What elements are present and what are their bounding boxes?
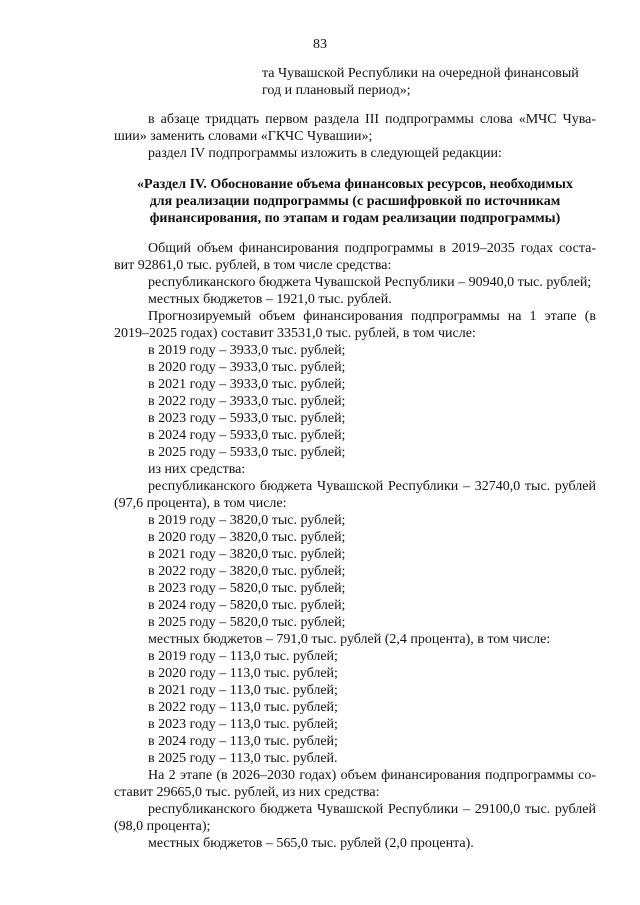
amendment-line: шии» заменить словами «ГКЧС Чувашии»; (114, 129, 373, 144)
body-line: республиканского бюджета Чувашской Республики – 32740,0 тыс. рублей (148, 479, 596, 494)
body-line: республиканского бюджета Чувашской Республики – 29100,0 тыс. рублей (148, 802, 596, 817)
body-line: в 2023 году – 5820,0 тыс. рублей; (148, 581, 346, 596)
body-line: (98,0 процента); (114, 819, 211, 834)
body-line: в 2024 году – 113,0 тыс. рублей; (148, 734, 338, 749)
body-line: в 2021 году – 3820,0 тыс. рублей; (148, 547, 346, 562)
section-heading: «Раздел IV. Обоснование объема финансовых ресурсов, необходимых (137, 177, 573, 192)
body-line: в 2022 году – 3820,0 тыс. рублей; (148, 564, 346, 579)
body-line: местных бюджетов – 565,0 тыс. рублей (2,0 процента). (148, 836, 474, 851)
body-line: (97,6 процента), в том числе: (114, 496, 287, 511)
body-line: в 2019 году – 3820,0 тыс. рублей; (148, 513, 346, 528)
body-line: в 2020 году – 3820,0 тыс. рублей; (148, 530, 346, 545)
body-line: в 2019 году – 3933,0 тыс. рублей; (148, 343, 346, 358)
body-line: в 2024 году – 5820,0 тыс. рублей; (148, 598, 346, 613)
body-line: На 2 этапе (в 2026–2030 годах) объем финансирования подпрограммы со- (148, 768, 596, 783)
amendment-line: в абзаце тридцать первом раздела III подпрограммы слова «МЧС Чува- (148, 112, 596, 127)
body-line: в 2021 году – 113,0 тыс. рублей; (148, 683, 338, 698)
body-line: республиканского бюджета Чувашской Республики – 90940,0 тыс. рублей; (148, 275, 592, 290)
body-line: в 2025 году – 5933,0 тыс. рублей; (148, 445, 346, 460)
page-number: 83 (313, 37, 327, 52)
body-line: в 2020 году – 113,0 тыс. рублей; (148, 666, 338, 681)
body-line: в 2023 году – 5933,0 тыс. рублей; (148, 411, 346, 426)
body-line: Общий объем финансирования подпрограммы в 2019–2035 годах соста- (148, 241, 596, 256)
body-line: 2019–2025 годах) составит 33531,0 тыс. рублей, в том числе: (114, 326, 476, 341)
body-line: местных бюджетов – 791,0 тыс. рублей (2,4 процента), в том числе: (148, 632, 551, 647)
amendment-line: раздел IV подпрограммы изложить в следующей редакции: (148, 146, 502, 161)
intro-line: та Чувашской Республики на очередной финансовый (262, 66, 579, 81)
body-line: в 2019 году – 113,0 тыс. рублей; (148, 649, 338, 664)
body-line: в 2022 году – 113,0 тыс. рублей; (148, 700, 338, 715)
body-line: местных бюджетов – 1921,0 тыс. рублей. (148, 292, 392, 307)
body-line: в 2024 году – 5933,0 тыс. рублей; (148, 428, 346, 443)
body-line: в 2025 году – 113,0 тыс. рублей. (148, 751, 338, 766)
body-line: Прогнозируемый объем финансирования подпрограммы на 1 этапе (в (148, 309, 596, 324)
body-line: в 2021 году – 3933,0 тыс. рублей; (148, 377, 346, 392)
intro-line: год и плановый период»; (262, 83, 411, 98)
body-line: вит 92861,0 тыс. рублей, в том числе средства: (114, 258, 392, 273)
body-line: ставит 29665,0 тыс. рублей, из них средства: (114, 785, 380, 800)
section-heading: финансирования, по этапам и годам реализации подпрограммы) (149, 211, 561, 226)
body-line: в 2025 году – 5820,0 тыс. рублей; (148, 615, 346, 630)
body-line: в 2020 году – 3933,0 тыс. рублей; (148, 360, 346, 375)
section-heading: для реализации подпрограммы (с расшифровкой по источникам (149, 194, 561, 209)
body-line: в 2022 году – 3933,0 тыс. рублей; (148, 394, 346, 409)
body-line: в 2023 году – 113,0 тыс. рублей; (148, 717, 338, 732)
body-line: из них средства: (148, 462, 246, 477)
